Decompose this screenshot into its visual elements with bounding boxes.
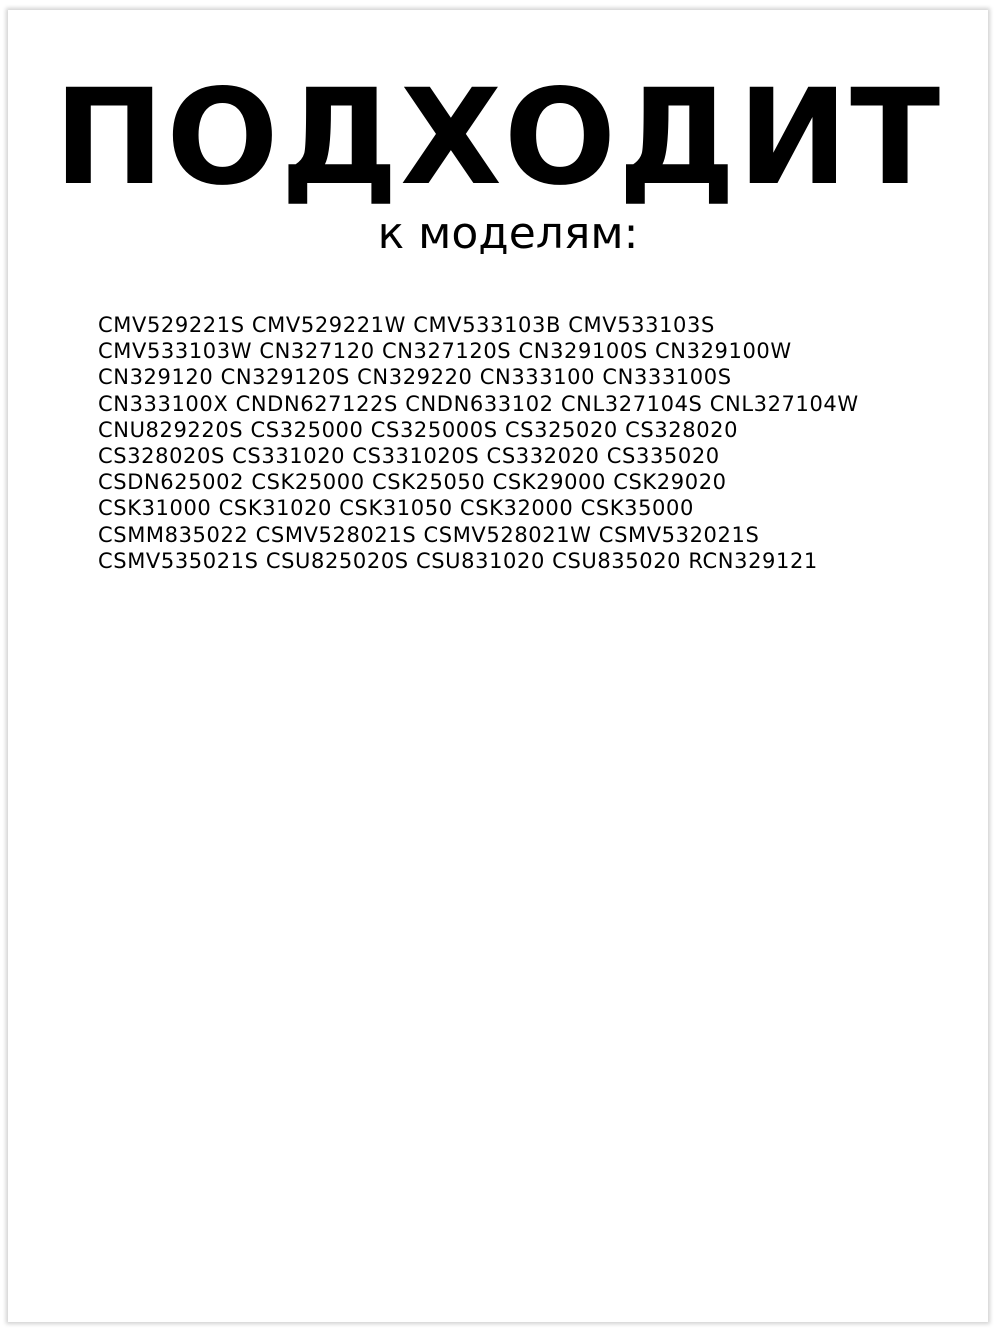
model-list-line: CSMV535021S CSU825020S CSU831020 CSU835020 RCN329121 xyxy=(98,548,818,573)
model-list-line: CSMM835022 CSMV528021S CSMV528021W CSMV532021S xyxy=(98,522,760,547)
model-list-line: CSDN625002 CSK25000 CSK25050 CSK29000 CSK29020 xyxy=(98,470,727,495)
model-list-line: CN333100X CNDN627122S CNDN633102 CNL327104S CNL327104W xyxy=(98,391,859,416)
page-subtitle: к моделям: xyxy=(377,208,639,259)
model-list xyxy=(98,312,958,574)
model-list-line: CMV529221S CMV529221W CMV533103B CMV533103S xyxy=(98,313,715,337)
model-list-line: CSK31000 CSK31020 CSK31050 CSK32000 CSK35000 xyxy=(98,496,694,521)
model-list-line: CNU829220S CS325000 CS325000S CS325020 CS328020 xyxy=(98,417,739,442)
model-list-line: CMV533103W CN327120 CN327120S CN329100S CN329100W xyxy=(98,339,792,364)
model-list-line: CS328020S CS331020 CS331020S CS332020 CS335020 xyxy=(98,444,720,469)
model-list-line: CN329120 CN329120S CN329220 CN333100 CN333100S xyxy=(98,365,732,390)
document-page xyxy=(8,10,988,1322)
page-title: ПОДХОДИТ xyxy=(53,61,943,215)
